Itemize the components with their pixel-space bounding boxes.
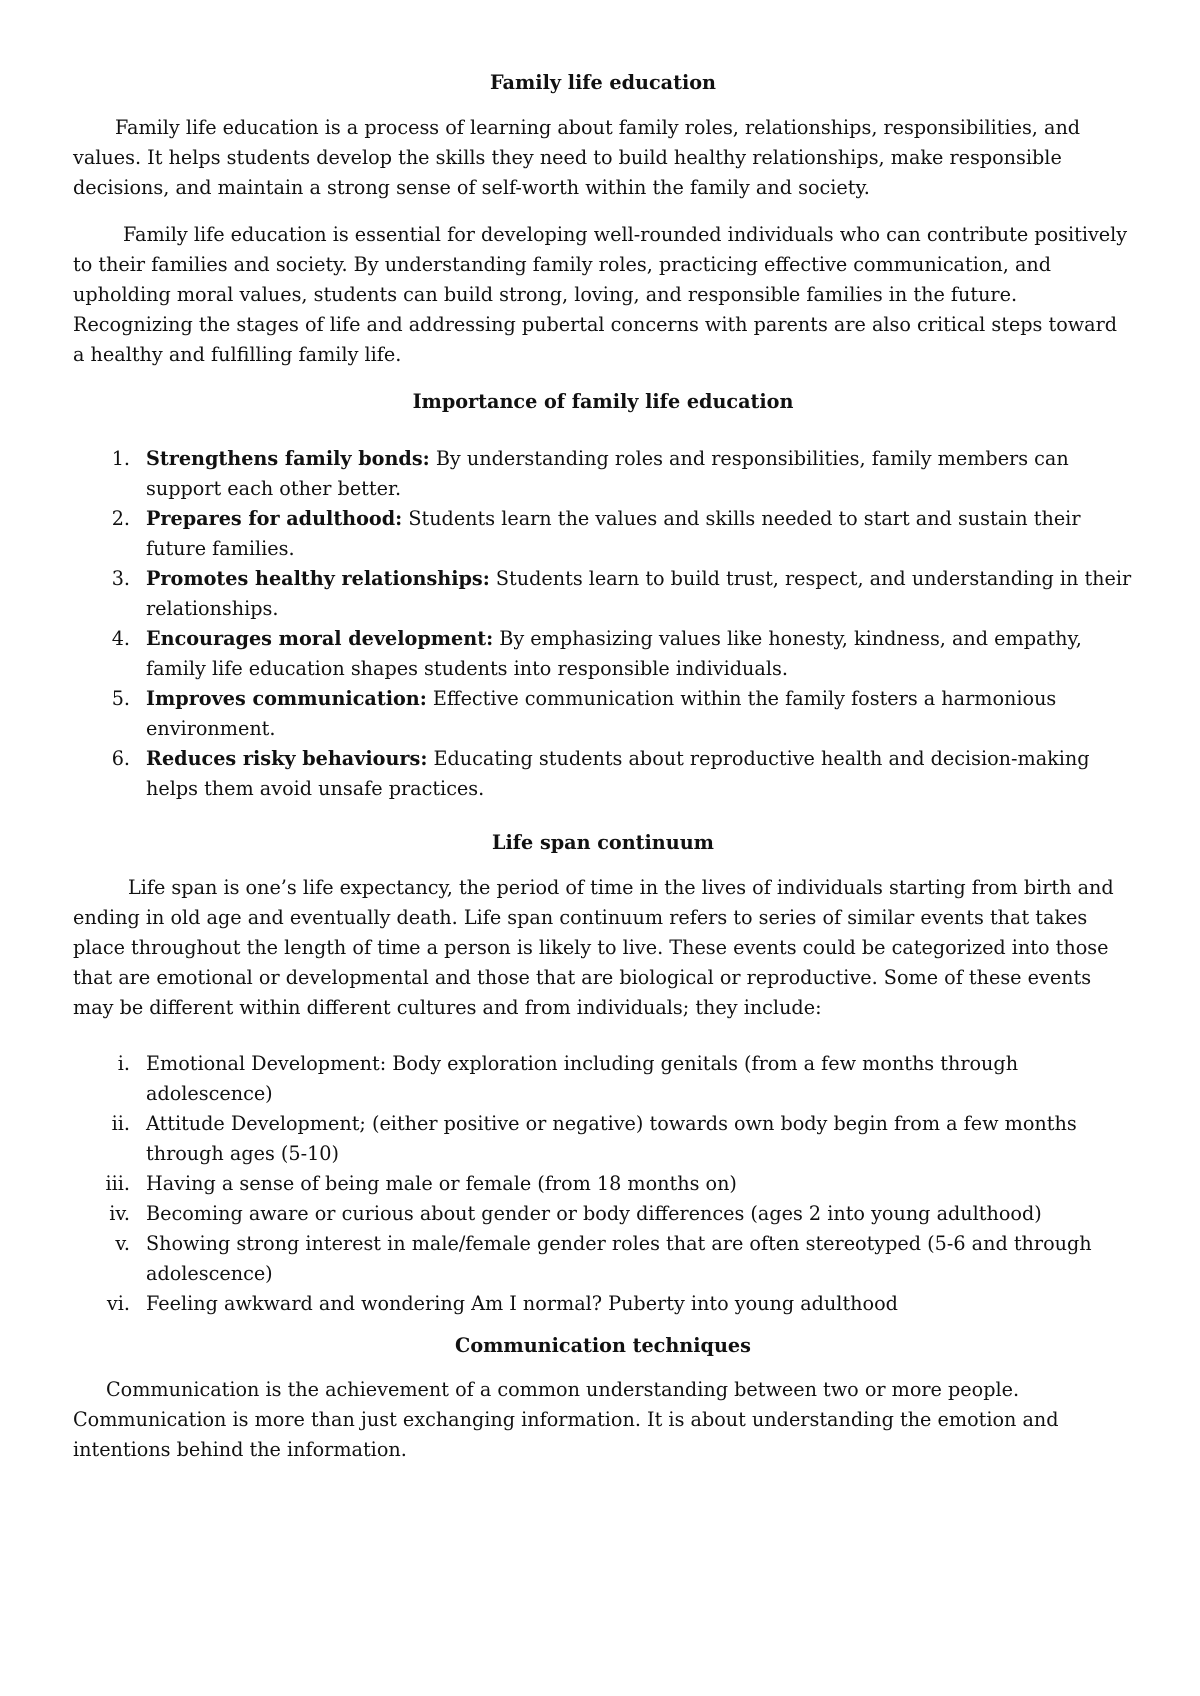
- list-numeral: vi.: [106, 1292, 130, 1315]
- item-title: Prepares for adulthood:: [146, 507, 403, 530]
- list-item: [73, 1229, 1133, 1289]
- item-text: By emphasizing values like honesty, kindness, and empathy, family life education shapes students into responsible individuals.: [146, 627, 1082, 680]
- list-numeral: iv.: [109, 1202, 130, 1225]
- list-number: 6.: [111, 747, 130, 770]
- item-title: Strengthens family bonds:: [146, 447, 430, 470]
- item-text: Educating students about reproductive health and decision-making helps them avoid unsafe practices.: [146, 747, 1090, 800]
- list-item: [73, 744, 1133, 804]
- item-text: Emotional Development: Body exploration including genitals (from a few months through adolescence): [146, 1052, 1019, 1105]
- document-page: [73, 68, 1133, 1465]
- paragraph-life-span: Life span is one’s life expectancy, the period of time in the lives of individuals starting from birth and ending in old age and eventually death. Life span continuum refers to series of similar events that takes place throughout the length of time a person is likely to live. These events could be categorized into those that are emotional or developmental and those that are biological or reproductive. Some of these events may be different within different cultures and from individuals; they include:: [73, 876, 1114, 1019]
- item-text: Students learn to build trust, respect, and understanding in their relationships.: [146, 567, 1132, 620]
- heading-importance: Importance of family life education: [412, 390, 794, 413]
- item-text: Attitude Development; (either positive or negative) towards own body begin from a few months through ages (5-10): [146, 1112, 1077, 1165]
- list-number: 3.: [111, 567, 130, 590]
- item-title: Promotes healthy relationships:: [146, 567, 490, 590]
- item-text: By understanding roles and responsibilities, family members can support each other better.: [146, 447, 1069, 500]
- list-number: 2.: [111, 507, 130, 530]
- item-text: Becoming aware or curious about gender or body differences (ages 2 into young adulthood): [146, 1202, 1042, 1225]
- heading-family-life-education: Family life education: [489, 71, 717, 94]
- list-item: [73, 564, 1133, 624]
- list-item: [73, 684, 1133, 744]
- list-item: [73, 1289, 1133, 1319]
- list-numeral: iii.: [105, 1172, 130, 1195]
- item-title: Reduces risky behaviours:: [146, 747, 428, 770]
- life-span-list: [73, 1049, 1133, 1319]
- list-item: [73, 444, 1133, 504]
- list-number: 1.: [111, 447, 130, 470]
- list-number: 4.: [111, 627, 130, 650]
- list-item: [73, 504, 1133, 564]
- list-item: [73, 1169, 1133, 1199]
- list-numeral: v.: [115, 1232, 130, 1255]
- list-number: 5.: [111, 687, 130, 710]
- item-text: Having a sense of being male or female (from 18 months on): [146, 1172, 737, 1195]
- item-title: Encourages moral development:: [146, 627, 494, 650]
- item-text: Showing strong interest in male/female gender roles that are often stereotyped (5-6 and through adolescence): [146, 1232, 1092, 1285]
- item-text: Effective communication within the family fosters a harmonious environment.: [146, 687, 1057, 740]
- list-numeral: i.: [117, 1052, 130, 1075]
- item-text: Feeling awkward and wondering Am I normal? Puberty into young adulthood: [146, 1292, 898, 1315]
- heading-life-span-continuum: Life span continuum: [492, 831, 714, 854]
- heading-communication-techniques: Communication techniques: [455, 1334, 751, 1357]
- list-numeral: ii.: [111, 1112, 130, 1135]
- list-item: [73, 1199, 1133, 1229]
- list-item: [73, 1109, 1133, 1169]
- paragraph-essential: Family life education is essential for developing well-rounded individuals who can contribute positively to their families and society. By understanding family roles, practicing effective communication, and upholding moral values, students can build strong, loving, and responsible families in the future. Recognizing the stages of life and addressing pubertal concerns with parents are also critical steps toward a healthy and fulfilling family life.: [73, 223, 1128, 366]
- list-item: [73, 624, 1133, 684]
- paragraph-communication: Communication is the achievement of a common understanding between two or more people. Communication is more than just exchanging information. It is about understanding the emotion and intentions behind the information.: [73, 1378, 1059, 1461]
- importance-list: [73, 444, 1133, 804]
- item-text: Students learn the values and skills needed to start and sustain their future families.: [146, 507, 1081, 560]
- paragraph-definition: Family life education is a process of learning about family roles, relationships, responsibilities, and values. It helps students develop the skills they need to build healthy relationships, make responsible decisions, and maintain a strong sense of self-worth within the family and society.: [73, 116, 1081, 199]
- list-item: [73, 1049, 1133, 1109]
- item-title: Improves communication:: [146, 687, 427, 710]
